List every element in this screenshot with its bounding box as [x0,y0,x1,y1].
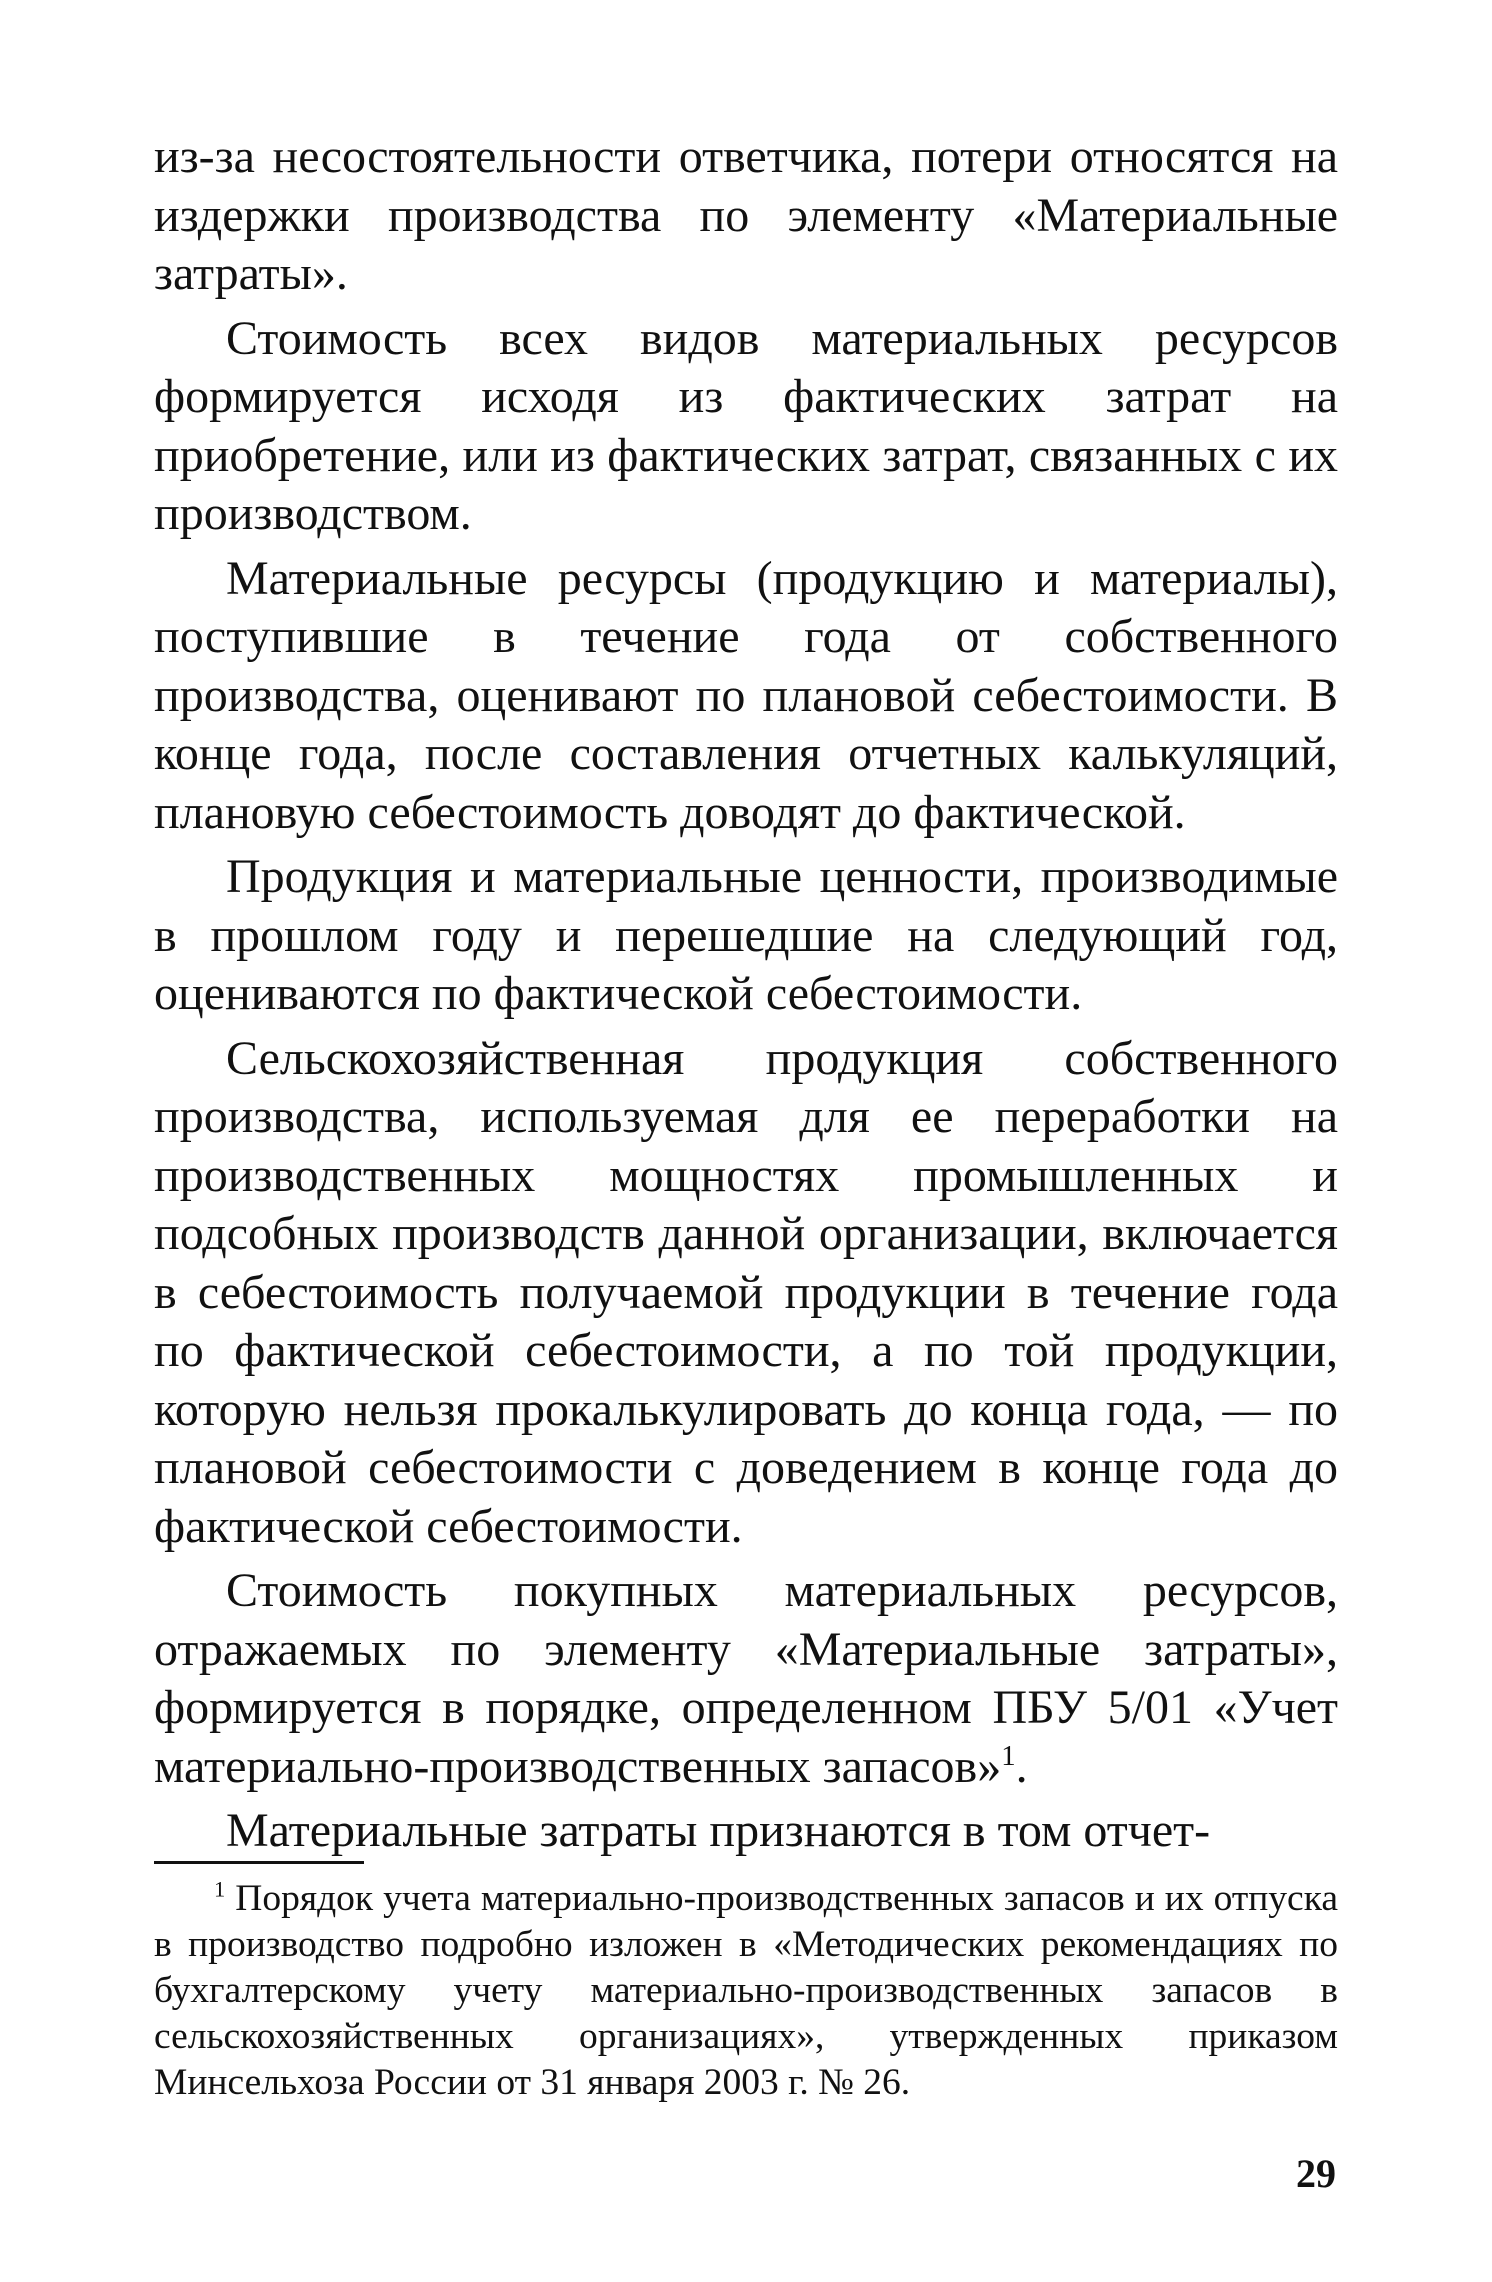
paragraph-1: из-за несостоятельности ответчика, потери относятся на издержки производства по элементу «Материальные затраты». [154,130,1338,300]
paragraph-6: Стоимость покупных материальных ресурсов, отражаемых по элементу «Материальные затраты», формируется в порядке, определенном ПБУ 5/01 «Учет материально-производственных запасов»$^1$. [154,1564,1338,1793]
paragraph-4: Продукция и материальные ценности, производимые в прошлом году и перешедшие на следующий год, оцениваются по фактической себестоимости. [154,850,1338,1020]
body-text [154,128,1338,1867]
paragraph-3: Материальные ресурсы (продукцию и материалы), поступившие в течение года от собственного производства, оценивают по плановой себестоимости. В конце года, после составления отчетных калькуляций, плановую себестоимость доводят до фактической. [154,551,1338,839]
footnote-marker: 1 [214,1876,226,1902]
footnote-separator [154,1861,364,1864]
footnote [154,1876,1338,2106]
footnote-text: Порядок учета материально-производственных запасов и их отпуска в производство подробно изложен в «Методических рекомендациях по бухгалтерскому учету материально-производственных запасов в сельскохозяйственных организациях», утвержденных приказом Минсельхоза России от 31 января 2003 г. № 26. [154,1878,1338,2103]
paragraph-5: Сельскохозяйственная продукция собственного производства, используемая для ее переработки на производственных мощностях промышленных и подсобных производств данной организации, включается в себестоимость получаемой продукции в течение года по фактической себестоимости, а по той продукции, которую нельзя прокалькулировать до конца года, — по плановой себестоимости с доведением в конце года до фактической себестоимости. [154,1031,1338,1553]
paragraph-2: Стоимость всех видов материальных ресурсов формируется исходя из фактических затрат на приобретение, или из фактических затрат, связанных с их производством. [154,311,1338,540]
paragraph-7: Материальные затраты признаются в том отчет- [226,1804,1211,1857]
page-number: 29 [1296,2151,1336,2196]
paragraph-6-text: Стоимость покупных материальных ресурсов, отражаемых по элементу «Материальные затраты», формируется в порядке, определенном ПБУ 5/01 «Учет материально-производственных запасов» [154,1564,1338,1793]
footnote-reference: 1 [1001,1739,1016,1772]
